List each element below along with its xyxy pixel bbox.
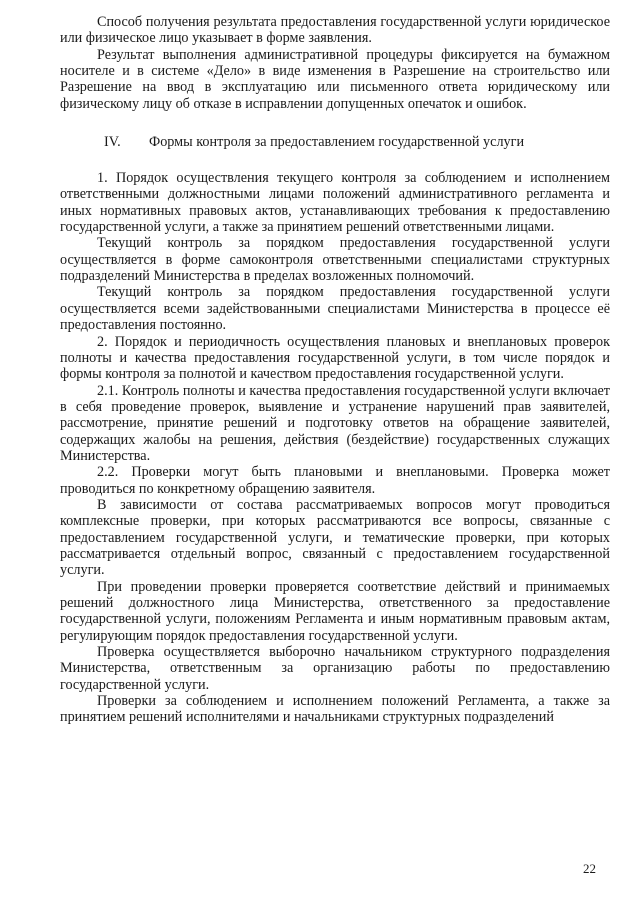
paragraph: Результат выполнения административной процедуры фиксируется на бумажном носителе и в системе «Дело» в виде изменения в Разрешение на строительство или Разрешение на ввод в эксплуатацию или письменного ответа юридическому или физическому лицу об отказе в исправлении допущенных опечаток и ошибок. — [60, 46, 610, 112]
section-heading — [60, 134, 610, 151]
paragraph: 2. Порядок и периодичность осуществления плановых и внеплановых проверок полноты и качества предоставления государственной услуги, в том числе порядок и формы контроля за полнотой и качеством предоставления государственной услуги. — [60, 333, 610, 383]
paragraph: Проверки за соблюдением и исполнением положений Регламента, а также за принятием решений исполнителями и начальниками структурных подразделений — [60, 693, 610, 726]
paragraph: 2.1. Контроль полноты и качества предоставления государственной услуги включает в себя проведение проверок, выявление и устранение нарушений прав заявителей, рассмотрение, принятие решений и подготовку ответов на обращение заявителей, содержащих жалобы на решения, действия (бездействие) государственных служащих Министерства. — [60, 382, 610, 464]
paragraph: В зависимости от состава рассматриваемых вопросов могут проводиться комплексные проверки, при которых рассматриваются все вопросы, связанные с предоставлением государственной услуги, и тематические проверки, при которых рассматривается отдельный вопрос, связанный с предоставлением государственной услуги. — [60, 496, 610, 579]
paragraph: При проведении проверки проверяется соответствие действий и принимаемых решений должностного лица Министерства, ответственного за предоставление государственной услуги, положениям Регламента и иным нормативным правовым актам, регулирующим порядок предоставления государственной услуги. — [60, 578, 610, 644]
paragraph: Способ получения результата предоставления государственной услуги юридическое или физическое лицо указывает в форме заявления. — [60, 14, 610, 47]
document-page — [60, 14, 610, 726]
section-title: Формы контроля за предоставлением государственной услуги — [149, 134, 525, 151]
paragraph: Текущий контроль за порядком предоставления государственной услуги осуществляется всеми задействованными специалистами Министерства в процессе её предоставления постоянно. — [60, 284, 610, 334]
paragraph: 1. Порядок осуществления текущего контроля за соблюдением и исполнением ответственными должностными лицами положений административного регламента и иных нормативных правовых актов, устанавливающих требования к предоставлению государственной услуги, а также за принятием решений ответственными лицами. — [60, 170, 610, 236]
paragraph: Проверка осуществляется выборочно начальником структурного подразделения Министерства, ответственным за организацию работы по предоставлению государственной услуги. — [60, 644, 610, 693]
page-number: 22 — [583, 861, 596, 876]
section-number: IV. — [104, 134, 121, 151]
paragraph: 2.2. Проверки могут быть плановыми и внеплановыми. Проверка может проводиться по конкретному обращению заявителя. — [60, 464, 610, 497]
paragraph: Текущий контроль за порядком предоставления государственной услуги осуществляется в форме самоконтроля ответственными специалистами структурных подразделений Министерства в пределах возложенных полномочий. — [60, 235, 610, 285]
